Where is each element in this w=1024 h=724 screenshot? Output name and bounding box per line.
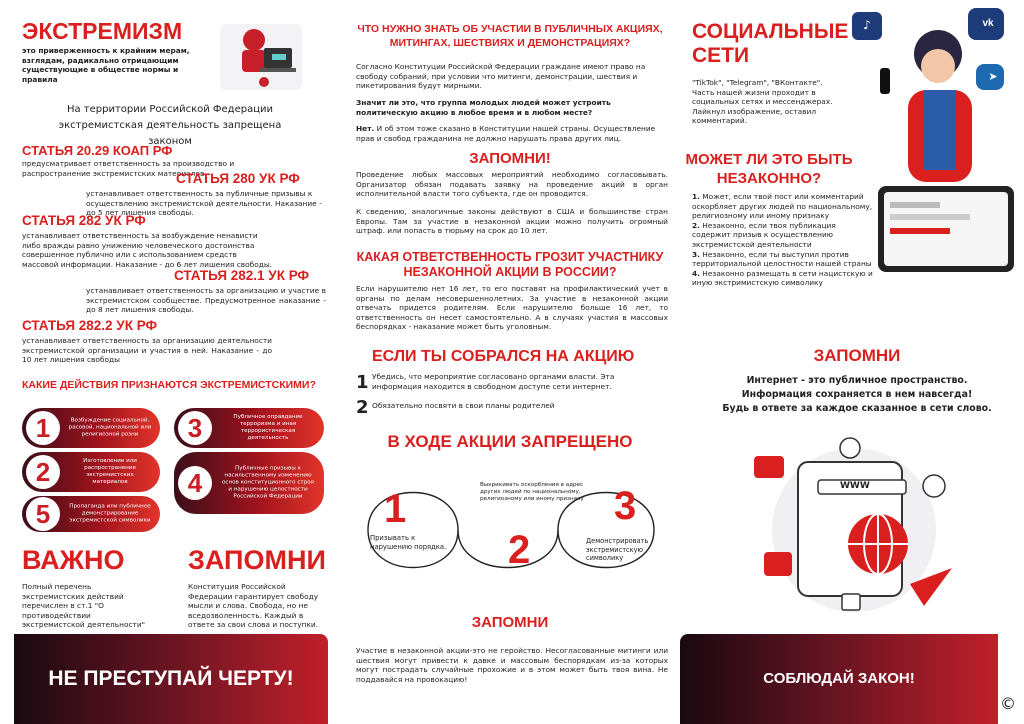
remember-lines	[700, 374, 1014, 416]
forbidden-number-2: 2	[508, 528, 531, 572]
forbidden-title: В ХОДЕ АКЦИИ ЗАПРЕЩЕНО	[387, 432, 633, 451]
gather-text-2: Обязательно посвяти в свои планы родителей	[372, 401, 555, 410]
gather-number-1: 1	[356, 372, 369, 393]
illegal-list	[692, 192, 876, 288]
hacker-illustration	[212, 18, 310, 96]
forbidden-number-1: 1	[384, 487, 407, 531]
extremism-ban: На территории Российской Федерации экстремистская деятельность запрещена законом	[58, 104, 282, 147]
actions-title: КАКИЕ ДЕЙСТВИЯ ПРИЗНАЮТСЯ ЭКСТРЕМИСТСКИМИ?	[22, 379, 316, 391]
question-paragraph: Значит ли это, что группа молодых людей может устроить политическую акцию в любое время и в любом месте?	[356, 98, 611, 117]
action-pill-4	[174, 452, 324, 514]
responsibility-text: Если нарушителю нет 16 лет, то его поставят на профилактический учет в органы по делам несовершеннолетних. За участие в незаконной акции отвечать придется родителям. Если нарушителю больше 16 лет, то ответственность он несет самостоятельно. А в случаях участия в массовых беспорядках - наказание может быть уголовным.	[356, 284, 668, 332]
remember-text-3: Участие в незаконной акции-это не геройство. Несогласованные митинги или шествия могут привести к давке и массовым беспорядкам из-за которых могут пострадать случайные прохожие и в этом может быть твоя вина. Не поддавайся на провокацию!	[356, 646, 668, 684]
answer-paragraph	[356, 124, 668, 143]
internet-illustration	[754, 436, 954, 616]
gather-title: ЕСЛИ ТЫ СОБРАЛСЯ НА АКЦИЮ	[372, 348, 635, 365]
column-social-networks	[680, 0, 1024, 724]
social-title: СОЦИАЛЬНЫЕ СЕТИ	[692, 20, 849, 67]
action-pill-2	[22, 452, 160, 492]
illegal-title: МОЖЕТ ЛИ ЭТО БЫТЬ НЕЗАКОННО?	[685, 151, 853, 187]
remember-title-1: ЗАПОМНИ	[188, 545, 326, 575]
important-title: ВАЖНО	[22, 545, 125, 575]
action-pill-3	[174, 408, 324, 448]
column-public-actions	[340, 0, 680, 724]
action-text: Возбуждение социальной, расовой, национальной или религиозной розни	[68, 417, 152, 438]
important-text: Полный перечень экстремистских действий перечислен в ст.1 "О противодействии экстремистской деятельности"	[22, 582, 146, 630]
extremism-definition: это приверженность к крайним мерам, взглядам, радикально отрицающим существующие в обществе нормы и правила	[22, 46, 190, 84]
illegal-item-3: 3. Незаконно, если ты выступил против территориальной целостности нашей страны	[692, 249, 872, 269]
remember-text-2b: К сведению, аналогичные законы действуют в США и большинстве стран Европы. Там за участие в незаконной акции можно получить огромный штраф. или попасть в тюрьму на срок до 10 лет.	[356, 207, 668, 236]
remember-line-1: Интернет - это публичное пространство.	[746, 375, 968, 386]
action-number: 3	[178, 411, 212, 445]
remember-title-3: ЗАПОМНИ	[471, 614, 549, 631]
action-text: Изготовление или распространение экстремистских материалов	[83, 458, 137, 485]
article-2822-text: устанавливает ответственность за организацию деятельности экстремистской организации и участия в ней. Наказание - до 10 лет лишения свободы	[22, 336, 272, 365]
action-text: Пропаганда или публичное демонстрирование экстремистской символики	[69, 503, 151, 524]
action-text: Публичные призывы к насильственному изменению основ конституционного строя и нарушению целостности Российской Федерации	[221, 465, 315, 500]
illegal-item-4: 4. Незаконно размещать в сети нацистскую и иную экстримистскую символику	[692, 268, 873, 288]
answer-lead: Нет.	[356, 124, 375, 133]
forbidden-text-2: Выкрикивать оскорбления в адрес других людей по национальному, религиозному или иному признаку	[480, 482, 584, 502]
telegram-icon: ➤	[988, 70, 998, 83]
social-text: "TikTok", "Telegram", "ВКонтакте". Часть нашей жизни проходит в социальных сетях и мессенджерах. Лайкнул изображение, оставил комментарий.	[692, 78, 833, 126]
actions-main-title: ЧТО НУЖНО ЗНАТЬ ОБ УЧАСТИИ В ПУБЛИЧНЫХ АКЦИЯХ, МИТИНГАХ, ШЕСТВИЯХ И ДЕМОНСТРАЦИЯХ?	[357, 23, 663, 49]
action-pill-5	[22, 496, 160, 532]
action-number: 5	[26, 497, 60, 531]
action-number: 4	[178, 466, 212, 500]
answer-text: И об этом тоже сказано в Конституции нашей страны. Осуществление прав и свобод гражданина не должно нарушать права других лиц.	[356, 124, 656, 143]
article-2821-text: устанавливает ответственность за организацию и участие в экстремистском сообществе. Предусмотренное наказание - до 8 лет лишения свободы.	[86, 286, 326, 315]
action-pill-1	[22, 408, 160, 448]
gather-text-1: Убедись, что мероприятие согласовано органами власти. Эта информация находится в свободном доступе сети интернет.	[372, 372, 615, 391]
banner-dont-cross-line: НЕ ПРЕСТУПАЙ ЧЕРТУ!	[14, 634, 328, 724]
forbidden-number-3: 3	[614, 484, 637, 528]
illegal-item-1: 1. Может, если твой пост или комментарий оскорбляет других людей по национальному, религиозному или иному признаку	[692, 192, 873, 221]
remember-title-2: ЗАПОМНИ!	[469, 150, 551, 167]
article-2029-text: предусматривает ответственность за производство и распространение экстремистских материалов.	[22, 159, 235, 178]
remember-title-4: ЗАПОМНИ	[813, 346, 901, 365]
constitution-paragraph: Согласно Конституции Российской Федерации граждане имеют право на свободу собраний, при условии что митинги, демонстрации, шествия и пикетирования будут мирными.	[356, 62, 646, 91]
article-2821-title: СТАТЬЯ 282.1 УК РФ	[174, 268, 310, 283]
article-282-text: устанавливает ответственность за возбуждение ненависти либо вражды равно унижению человеческого достоинства совершенное публично или с использованием средств массовой информации. Наказание - до 6 лет лишения свободы.	[22, 231, 273, 269]
article-280-title: СТАТЬЯ 280 УК РФ	[176, 171, 300, 186]
forbidden-text-3: Демонстрировать экстремистскую символику	[586, 537, 649, 563]
banner-obey-law: СОБЛЮДАЙ ЗАКОН!	[680, 634, 998, 724]
article-282-title: СТАТЬЯ 282 УК РФ	[22, 213, 146, 228]
article-280-text: устанавливает ответственность за публичные призывы к осуществлению экстремистской деятельности. Наказание - до 5 лет лишения свободы.	[86, 189, 322, 218]
action-number: 1	[26, 411, 60, 445]
www-label: WWW	[840, 481, 870, 491]
remember-text-1: Конституция Российской Федерации гарантирует свободу мысли и слова. Свобода, но не вседозволенность. Каждый в ответе за свои слова и поступки.	[188, 582, 319, 630]
action-number: 2	[26, 455, 60, 489]
extremism-title: ЭКСТРЕМИЗМ	[22, 18, 183, 44]
forbidden-text-1: Призывать к нарушению порядка.	[370, 534, 447, 551]
copyright-mark: ©	[1000, 694, 1016, 713]
column-extremism	[0, 0, 340, 724]
illegal-item-2: 2. Незаконно, если твоя публикация содержит призыв к осуществлению экстремистской деятельности	[692, 220, 836, 249]
responsibility-title: КАКАЯ ОТВЕТСТВЕННОСТЬ ГРОЗИТ УЧАСТНИКУ НЕЗАКОННОЙ АКЦИИ В РОССИИ?	[356, 250, 664, 279]
remember-text-2: Проведение любых массовых мероприятий необходимо согласовывать. Организатор обязан подавать заявку на проведение акций в орган исполнительной власти того субъекта, где он проводится.	[356, 170, 668, 199]
remember-line-2: Информация сохраняется в нем навсегда!	[741, 389, 973, 400]
article-2029-title: СТАТЬЯ 20.29 КОАП РФ	[22, 143, 173, 158]
gather-number-2: 2	[356, 397, 369, 418]
tiktok-icon: ♪	[863, 18, 871, 32]
action-text: Публичное оправдание терроризма и иная террористическая деятельность	[233, 414, 303, 441]
remember-line-3: Будь в ответе за каждое сказанное в сети слово.	[722, 403, 992, 414]
article-2822-title: СТАТЬЯ 282.2 УК РФ	[22, 318, 158, 333]
vk-icon: vk	[982, 18, 994, 29]
